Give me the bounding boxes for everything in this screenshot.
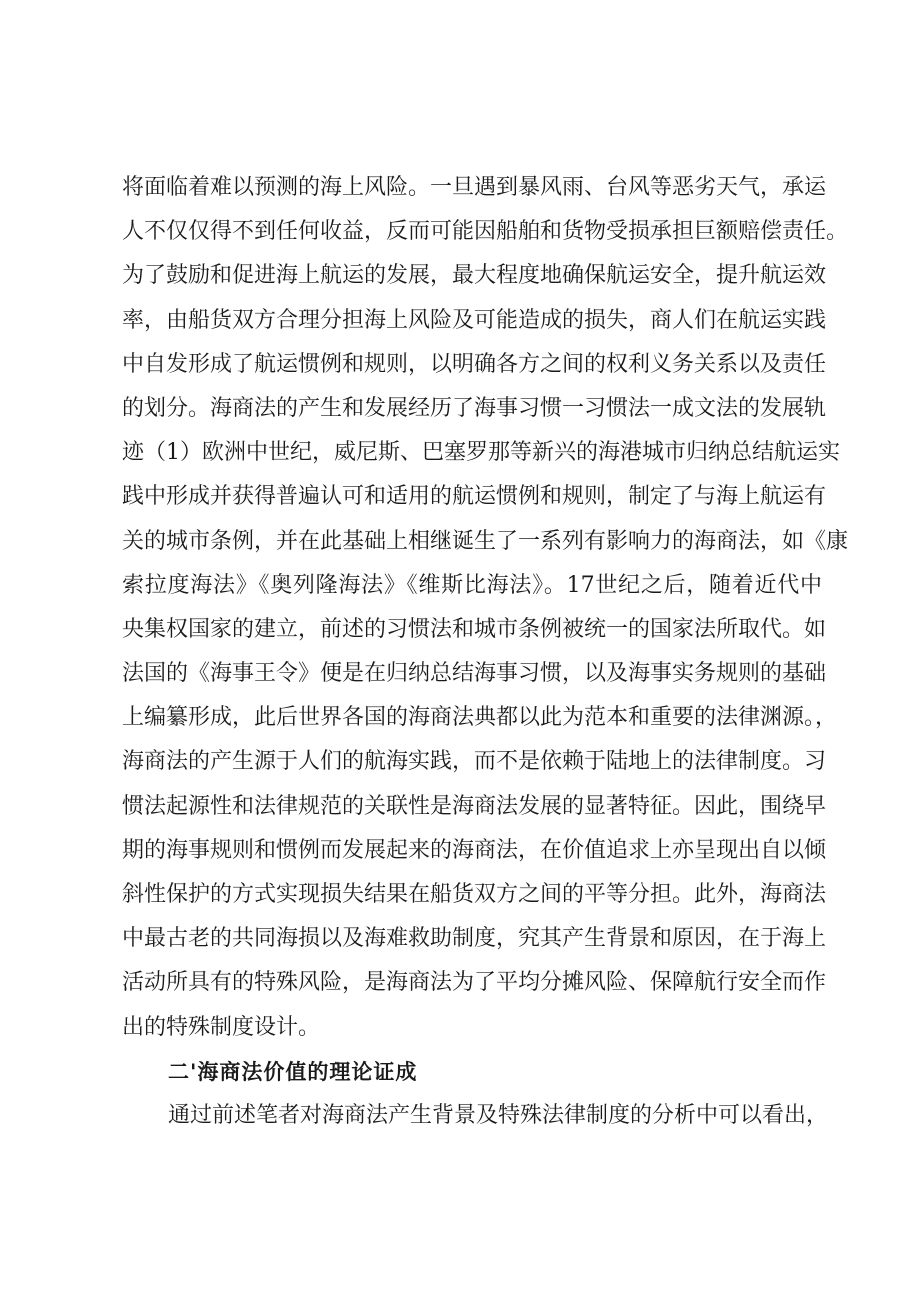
paragraph-line: 人不仅仅得不到任何收益，反而可能因船舶和货物受损承担巨额赔偿责任。	[122, 219, 849, 245]
section-heading: 二'海商法价值的理论证成	[168, 1059, 418, 1084]
document-body	[122, 166, 849, 1138]
paragraph-line: 活动所具有的特殊风险，是海商法为了平均分摊风险、保障航行安全而作	[122, 970, 827, 996]
paragraph-line: 通过前述笔者对海商法产生背景及特殊法律制度的分析中可以看出，	[168, 1102, 829, 1128]
paragraph-line: 迹（1）欧洲中世纪，威尼斯、巴塞罗那等新兴的海港城市归纳总结航运实	[122, 440, 840, 466]
paragraph-line: 将面临着难以预测的海上风险。一旦遇到暴风雨、台风等恶劣天气，承运	[122, 175, 827, 200]
paragraph-line: 法国的《海事王令》便是在归纳总结海事习惯，以及海事实务规则的基础	[122, 661, 827, 687]
paragraph-line: 为了鼓励和促进海上航运的发展，最大程度地确保航运安全，提升航运效	[122, 263, 827, 289]
paragraph-line: 海商法的产生源于人们的航海实践，而不是依赖于陆地上的法律制度。习	[122, 749, 827, 775]
paragraph-last-line: 出的特殊制度设计。	[122, 1014, 321, 1040]
paragraph-line: 中自发形成了航运惯例和规则，以明确各方之间的权利义务关系以及责任	[122, 351, 827, 377]
paragraph-line: 的划分。海商法的产生和发展经历了海事习惯一习惯法一成文法的发展轨	[122, 395, 827, 421]
paragraph-line: 中最古老的共同海损以及海难救助制度，究其产生背景和原因，在于海上	[122, 926, 827, 952]
paragraph-line: 惯法起源性和法律规范的关联性是海商法发展的显著特征。因此，围绕早	[122, 793, 827, 819]
paragraph-line: 央集权国家的建立，前述的习惯法和城市条例被统一的国家法所取代。如	[122, 616, 827, 642]
paragraph-line: 关的城市条例，并在此基础上相继诞生了一系列有影响力的海商法，如《康	[122, 528, 849, 554]
paragraph-line: 期的海事规则和惯例而发展起来的海商法，在价值追求上亦呈现出自以倾	[122, 837, 827, 863]
paragraph-line: 率，由船货双方合理分担海上风险及可能造成的损失，商人们在航运实践	[122, 307, 827, 333]
paragraph-line: 斜性保护的方式实现损失结果在船货双方之间的平等分担。此外，海商法	[122, 882, 827, 907]
paragraph-line: 践中形成并获得普遍认可和适用的航运惯例和规则，制定了与海上航运有	[122, 484, 827, 510]
paragraph-line: 索拉度海法》《奥列隆海法》《维斯比海法》。17世纪之后，随着近代中	[122, 572, 822, 598]
paragraph-line: 上编纂形成，此后世界各国的海商法典都以此为范本和重要的法律渊源。，	[122, 705, 838, 731]
